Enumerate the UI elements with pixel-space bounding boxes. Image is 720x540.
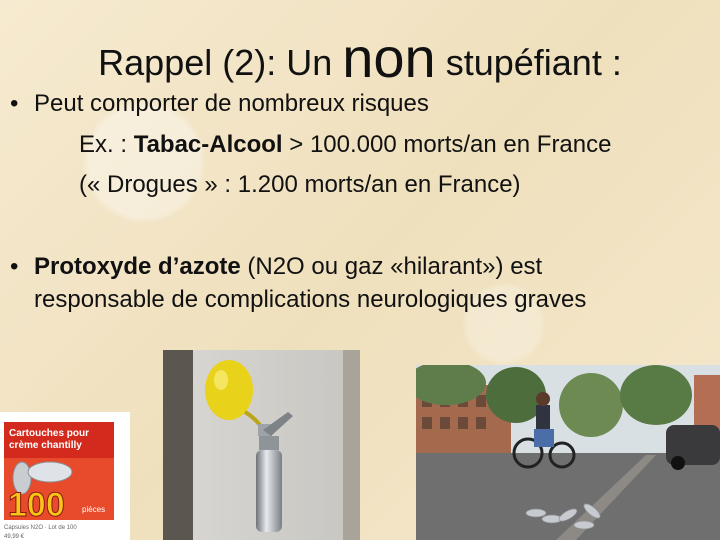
cartridge-box-graphic (0, 412, 130, 540)
bullet-1-drugs-line: (« Drogues » : 1.200 morts/an en France) (79, 171, 521, 198)
example-bold: Tabac-Alcool (133, 131, 283, 158)
product-heading-l1: Cartouches pour (9, 428, 90, 439)
product-heading-l2: crème chantilly (9, 440, 82, 451)
bullet-dot-icon: • (10, 253, 19, 280)
title-part2: stupéfiant : (435, 42, 622, 83)
balloon-siphon-photo (163, 350, 360, 540)
cartridge-box-image (0, 412, 130, 540)
bullet-1-text: Peut comporter de nombreux risques (34, 90, 429, 117)
title-emphasis: non (342, 26, 436, 89)
title-part1: Rappel (2): Un (98, 42, 343, 83)
bullet-1-example (79, 130, 611, 160)
bullet-dot-icon: • (10, 90, 19, 117)
product-heading (9, 428, 89, 451)
product-price: 49,99 € (4, 534, 25, 540)
bullet-2-bold: Protoxyde d’azote (34, 253, 241, 280)
bullet-1 (10, 89, 429, 119)
street-graphic (416, 365, 720, 540)
example-rest: > 100.000 morts/an en France (282, 131, 612, 158)
balloon-siphon-graphic (163, 350, 360, 540)
product-unit: pièces (82, 505, 106, 514)
bullet-2-rest: (N2O ou gaz «hilarant») est (240, 253, 543, 280)
product-count: 100 (8, 486, 65, 524)
page-title (0, 28, 720, 93)
example-prefix: Ex. : (79, 131, 134, 158)
product-caption: Capsules N2O · Lot de 100 (4, 525, 77, 531)
bullet-2 (10, 252, 542, 282)
street-cartridges-photo (416, 365, 720, 540)
bullet-2-line2: responsable de complications neurologiques graves (34, 286, 587, 313)
